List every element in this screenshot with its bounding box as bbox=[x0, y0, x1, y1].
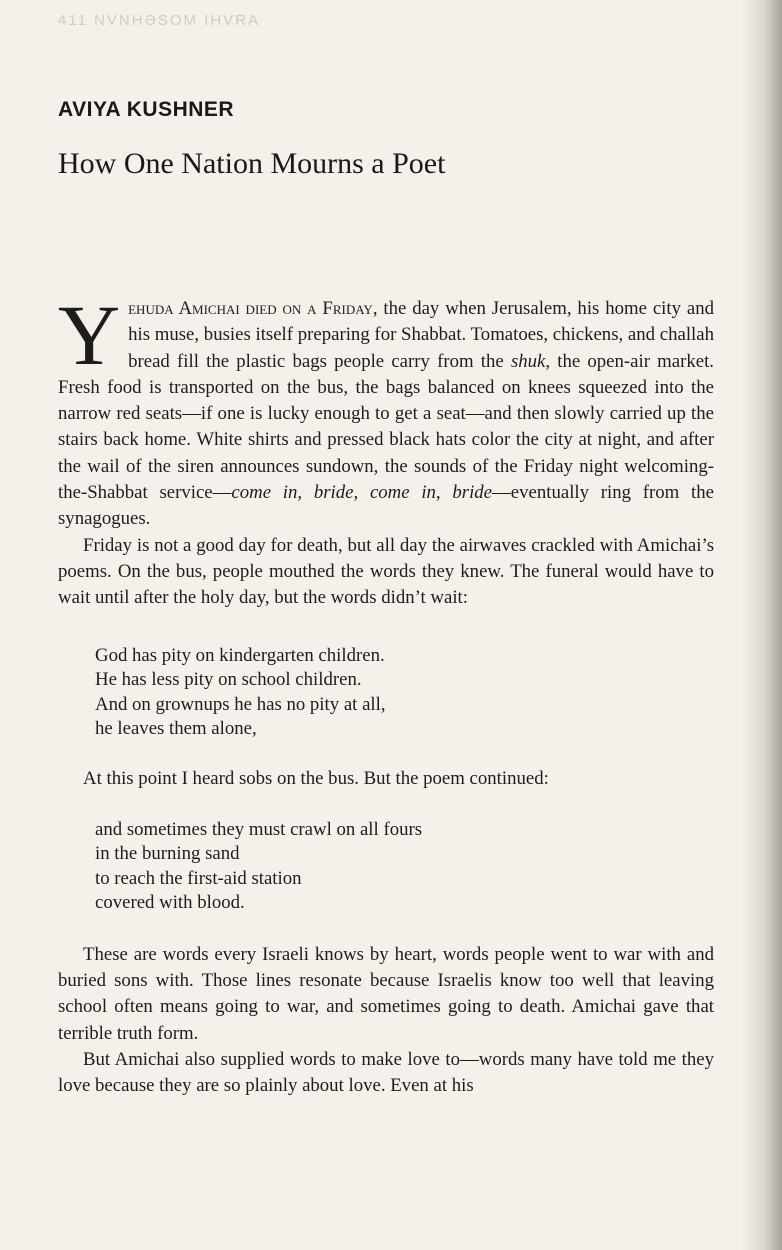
verse-line: He has less pity on school children. bbox=[95, 669, 362, 691]
article-body bbox=[58, 287, 714, 1100]
interlude-line: At this point I heard sobs on the bus. But the poem continued: bbox=[83, 767, 549, 789]
poem-excerpt-1 bbox=[58, 644, 714, 742]
article-title: How One Nation Mourns a Poet bbox=[58, 147, 446, 180]
author-name: AVIYA KUSHNER bbox=[58, 98, 235, 121]
italic-term: shuk bbox=[510, 350, 546, 372]
verse-line: he leaves them alone, bbox=[95, 718, 257, 740]
page-edge-shadow bbox=[742, 0, 782, 1250]
verse-line: God has pity on kindergarten children. bbox=[95, 644, 385, 666]
paragraph: But Amichai also supplied words to make love to—words many have told me they love because they are so plainly about love. Even at his bbox=[58, 1049, 714, 1097]
paragraph: These are words every Israeli knows by heart, words people went to war with and buried sons with. Those lines resonate because Israelis know too well that leaving school often means going to war, and sometimes going to death. Amichai gave that terrible truth form. bbox=[58, 943, 714, 1044]
paragraph-text: , the open-air market. Fresh food is transported on the bus, the bags balanced on knees squeezed into the narrow red seats—if one is lucky enough to get a seat—and then slowly carried up the stairs back home. White shirts and pressed black hats color the city at night, and after the wail of the siren announces sundown, the sounds of the Friday night welcoming-the-Shabbat service— bbox=[58, 350, 714, 504]
paragraph: Friday is not a good day for death, but all day the airwaves crackled with Amichai’s poems. On the bus, people mouthed the words they knew. The funeral would have to wait until after the holy day, but the words didn’t wait: bbox=[58, 534, 714, 609]
verse-line: to reach the first-aid station bbox=[95, 867, 302, 889]
opening-paragraph bbox=[58, 287, 714, 533]
italic-phrase: come in, bride, come in, bride bbox=[231, 482, 493, 504]
verse-line: in the burning sand bbox=[95, 843, 240, 865]
drop-cap: Y bbox=[58, 287, 121, 383]
verse-line: And on grownups he has no pity at all, bbox=[95, 693, 386, 715]
verse-line: and sometimes they must crawl on all fours bbox=[95, 818, 423, 840]
verse-line: covered with blood. bbox=[95, 892, 245, 914]
paragraph-text: —eventually ring from the synagogues. bbox=[58, 482, 714, 530]
poem-excerpt-2 bbox=[58, 818, 714, 916]
small-caps-opening: ehuda Amichai died on a Friday bbox=[128, 298, 373, 319]
paragraph-text: , the day when Jerusalem, his home city and his muse, busies itself preparing for Shabbat. Tomatoes, chickens, and challah bread fill the plastic bags people carry from the bbox=[128, 298, 714, 372]
running-head: 411 NVNHƏSOM IHVRA bbox=[58, 12, 261, 29]
